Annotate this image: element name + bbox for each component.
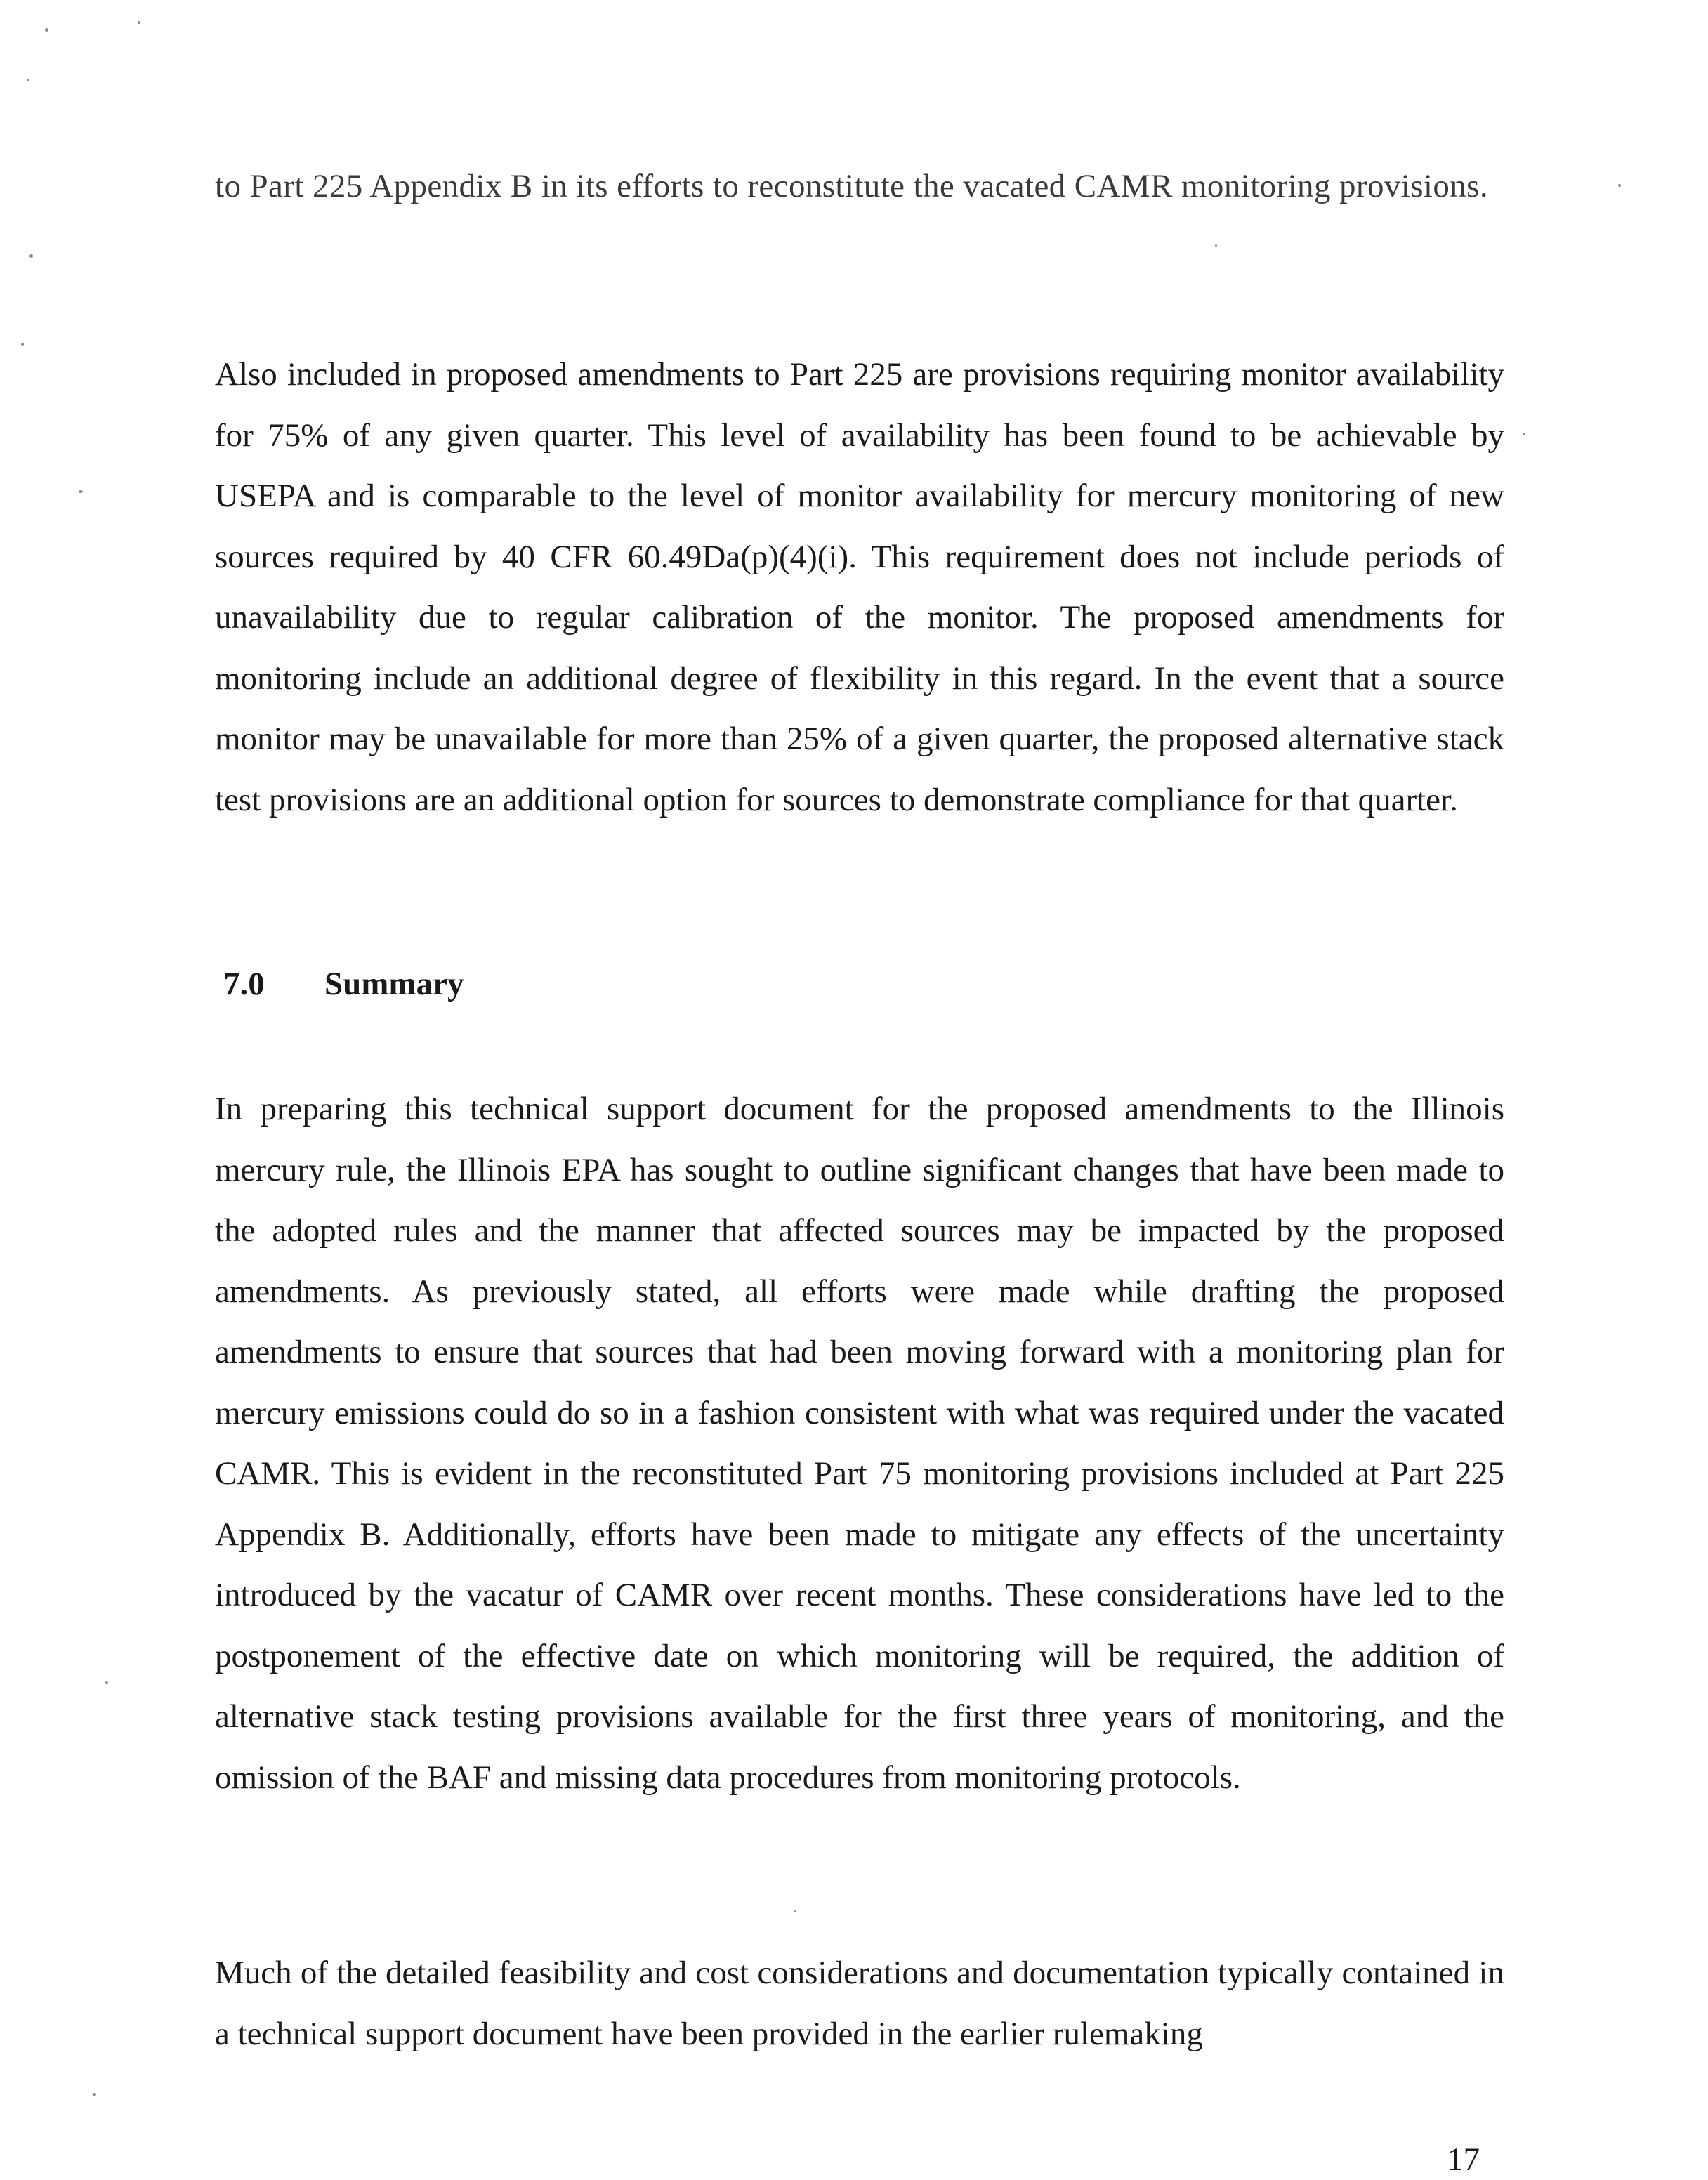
section-number: 7.0	[223, 966, 265, 1002]
section-title: Summary	[324, 966, 464, 1002]
monitor-availability-paragraph: Also included in proposed amendments to Part 225 are provisions requiring monitor availability for 75% of any given quarter. This level of availability has been found to be achievable by USEPA and is comparable to the level of monitor availability for mercury monitoring of new sources required by 40 CFR 60.49Da(p)(4)(i). This requirement does not include periods of unavailability due to regular calibration of the monitor. The proposed amendments for monitoring include an additional degree of flexibility in this regard. In the event that a source monitor may be unavailable for more than 25% of a given quarter, the proposed alternative stack test provisions are an additional option for sources to demonstrate compliance for that quarter.	[215, 356, 1504, 818]
page-number: 17	[1447, 2141, 1480, 2178]
section-heading	[223, 954, 464, 1014]
scan-speck	[794, 1910, 796, 1912]
scan-speck	[21, 343, 24, 346]
scan-speck	[138, 21, 140, 24]
scan-speck	[93, 2093, 96, 2096]
scan-speck	[79, 490, 83, 493]
scan-speck	[1523, 433, 1525, 435]
scan-speck	[105, 1681, 108, 1684]
final-paragraph: Much of the detailed feasibility and cost considerations and documentation typically contained in a technical support document have been provided in the earlier rulemaking	[215, 1955, 1504, 2052]
summary-paragraph: In preparing this technical support document for the proposed amendments to the Illinois mercury rule, the Illinois EPA has sought to outline significant changes that have been made to the adopted rules and the manner that affected sources may be impacted by the proposed amendments. As previously stated, all efforts were made while drafting the proposed amendments to ensure that sources that had been moving forward with a monitoring plan for mercury emissions could do so in a fashion consistent with what was required under the vacated CAMR. This is evident in the reconstituted Part 75 monitoring provisions included at Part 225 Appendix B. Additionally, efforts have been made to mitigate any effects of the uncertainty introduced by the vacatur of CAMR over recent months. These considerations have led to the postponement of the effective date on which monitoring will be required, the addition of alternative stack testing provisions available for the first three years of monitoring, and the omission of the BAF and missing data procedures from monitoring protocols.	[215, 1091, 1504, 1796]
scan-speck	[45, 28, 48, 32]
scan-speck	[1215, 244, 1217, 247]
intro-paragraph: to Part 225 Appendix B in its efforts to reconstitute the vacated CAMR monitoring provisions.	[215, 168, 1489, 204]
scan-speck	[29, 254, 33, 258]
scan-speck	[1618, 184, 1621, 187]
scan-speck	[27, 79, 29, 81]
